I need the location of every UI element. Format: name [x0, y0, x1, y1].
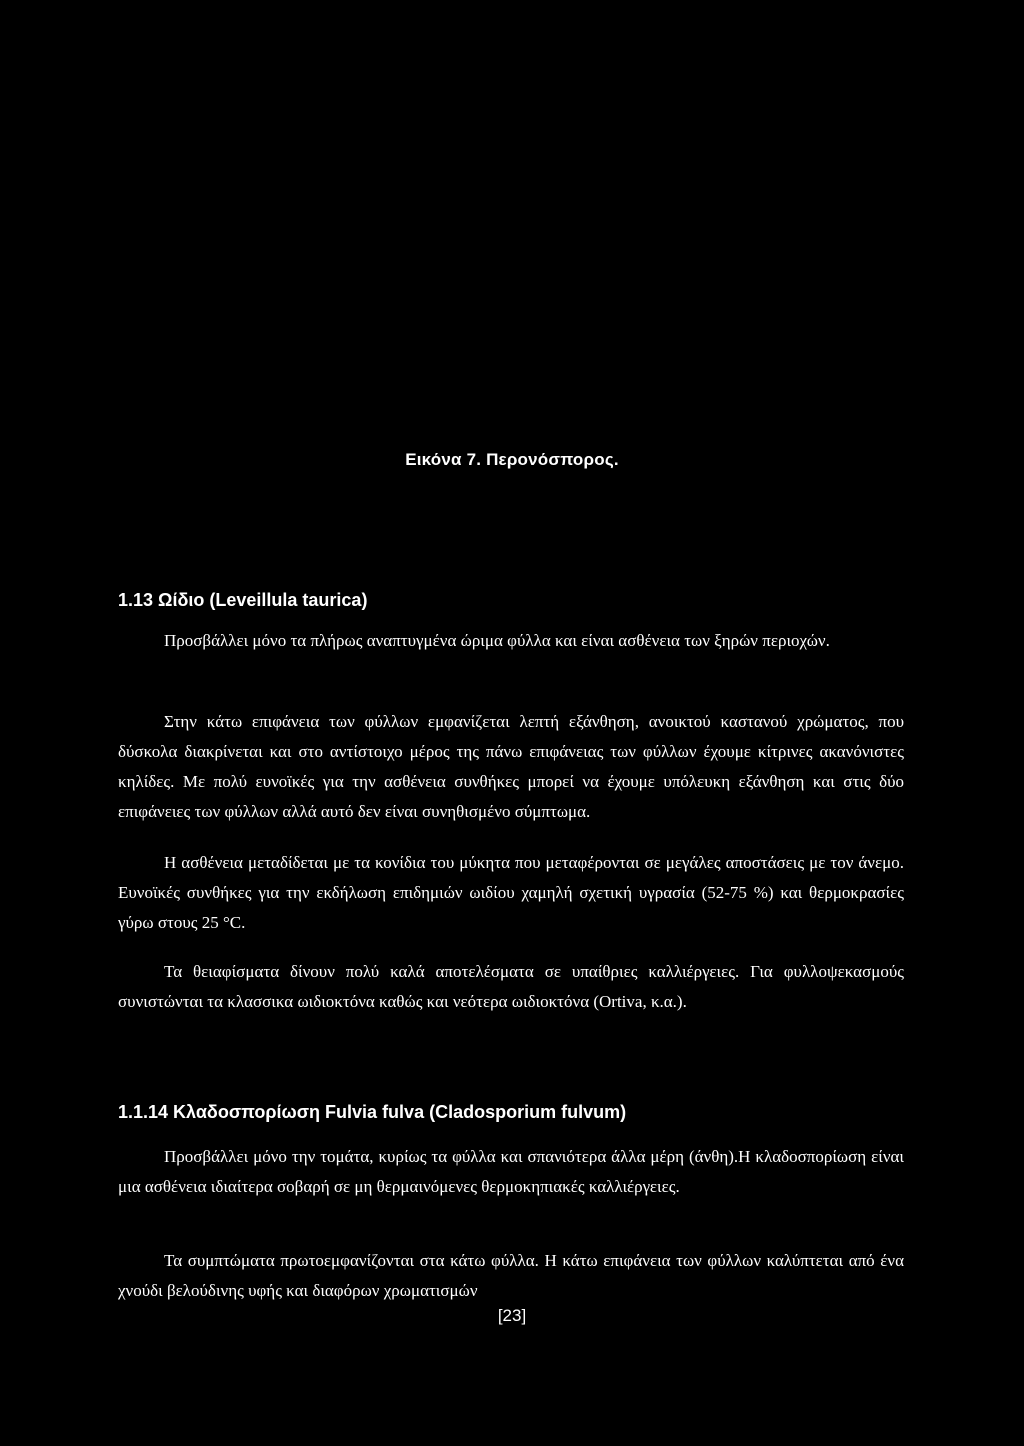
paragraph-text: Η ασθένεια μεταδίδεται με τα κονίδια του μύκητα που μεταφέρονται σε μεγάλες αποστάσεις με τον άνεμο. Ευνοϊκές συνθήκες για την εκδήλωση επιδημιών ωιδίου χαμηλή σχετική υγρασία (52-75 %) και θερμοκρασίες γύρω στους 25 °C. — [118, 853, 904, 932]
paragraph — [118, 626, 904, 656]
paragraph-text: Προσβάλλει μόνο την τομάτα, κυρίως τα φύλλα και σπανιότερα άλλα μέρη (άνθη).Η κλαδοσπορίωση είναι μια ασθένεια ιδιαίτερα σοβαρή σε μη θερμαινόμενες θερμοκηπιακές καλλιέργειες. — [118, 1147, 904, 1196]
paragraph — [118, 1142, 904, 1202]
page-number: [23] — [497, 1306, 527, 1325]
paragraph-text: Τα θειαφίσματα δίνουν πολύ καλά αποτελέσματα σε υπαίθριες καλλιέργειες. Για φυλλοψεκασμούς συνιστώνται τα κλασσικα ωιδιοκτόνα καθώς και νεότερα ωιδιοκτόνα (Ortiva, κ.α.). — [118, 962, 904, 1011]
figure-caption: Εικόνα 7. Περονόσπορος. — [405, 450, 619, 469]
paragraph-text: Τα συμπτώματα πρωτοεμφανίζονται στα κάτω φύλλα. Η κάτω επιφάνεια των φύλλων καλύπτεται από ένα χνούδι βελούδινης υφής και διαφόρων χρωματισμών — [118, 1251, 904, 1300]
paragraph — [118, 957, 904, 1017]
paragraph — [118, 848, 904, 938]
paragraph — [118, 1246, 904, 1306]
paragraph-text: Στην κάτω επιφάνεια των φύλλων εμφανίζεται λεπτή εξάνθηση, ανοικτού καστανού χρώματος, που δύσκολα διακρίνεται και στο αντίστοιχο μέρος της πάνω επιφάνειας των φύλλων έχουμε κίτρινες ακανόνιστες κηλίδες. Με πολύ ευνοϊκές για την ασθένεια συνθήκες μπορεί να έχουμε υπόλευκη εξάνθηση και στις δύο επιφάνειες των φύλλων αλλά αυτό δεν είναι συνηθισμένο σύμπτωμα. — [118, 712, 904, 821]
section-heading-powdery-mildew: 1.13 Ωίδιο (Leveillula taurica) — [118, 590, 368, 610]
section-heading-leaf-mold: 1.1.14 Κλαδοσπορίωση Fulvia fulva (Cladosporium fulvum) — [118, 1102, 627, 1122]
paragraph — [118, 707, 904, 827]
paragraph-text: Προσβάλλει μόνο τα πλήρως αναπτυγμένα ώριμα φύλλα και είναι ασθένεια των ξηρών περιοχών. — [164, 631, 830, 650]
